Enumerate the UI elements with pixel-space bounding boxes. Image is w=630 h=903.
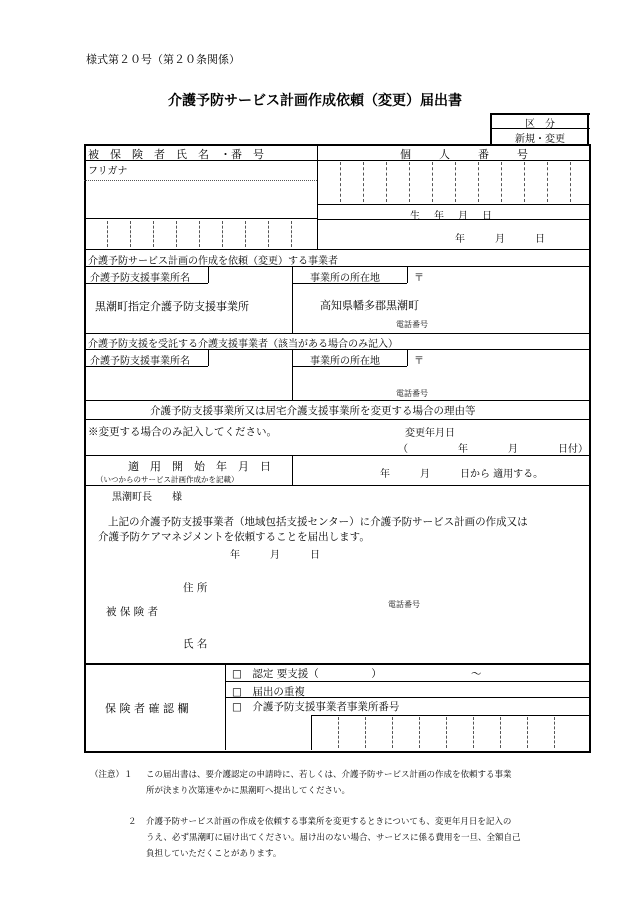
addressee: 黒潮町長 様 — [112, 492, 182, 503]
section1-office-addr-value: 高知県幡多郡黒潮町 — [320, 299, 419, 312]
change-reason-note: ※変更する場合のみ記入してください。 — [88, 426, 277, 438]
declaration-text-1: 上記の介護予防支援事業者（地域包括支援センター）に介護予防サービス計画の作成又は — [108, 516, 528, 528]
form-number: 様式第２０号（第２０条関係） — [86, 53, 240, 66]
notes-lead: （注意）１ — [90, 770, 133, 780]
insured-name-number-header: 被 保 険 者 氏 名 ・番 号 — [88, 148, 264, 161]
note-2b: うえ、必ず黒潮町に届け出てください。届け出のない場合、サービスに係る費用を一旦、全額自己 — [146, 833, 521, 843]
address-label: 住 所 — [183, 582, 208, 594]
section2-postal: 〒 — [414, 356, 424, 367]
section2-office-name-label: 介護予防支援事業所名 — [90, 356, 190, 367]
kubun-label: 区 分 — [525, 119, 555, 130]
section1-postal: 〒 — [414, 273, 424, 284]
section2-phone-label: 電話番号 — [396, 389, 428, 398]
insurer-check-duplicate[interactable]: □ 届出の重複 — [232, 686, 305, 698]
change-reason-heading: 介護予防支援事業所又は居宅介護支援事業所を変更する場合の理由等 — [150, 405, 476, 417]
note-1a: この届出書は、要介護認定の申請時に、若しくは、介護予防サービス計画の作成を依頼する事業 — [146, 770, 512, 780]
section1-office-addr-label: 事業所の所在地 — [310, 273, 380, 284]
page-title: 介護予防サービス計画作成依頼（変更）届出書 — [168, 93, 462, 109]
birth-date-header: 生 年 月 日 — [410, 211, 494, 222]
declaration-phone-label: 電話番号 — [388, 600, 420, 609]
insurer-label: 保 険 者 確 認 欄 — [105, 702, 189, 715]
section1-phone-label: 電話番号 — [396, 320, 428, 329]
name-label: 氏 名 — [183, 638, 208, 650]
furigana-label: フリガナ — [88, 166, 128, 177]
section2-heading: 介護予防支援を受託する介護支援事業者（該当がある場合のみ記入） — [88, 339, 398, 350]
section1-office-name-value: 黒潮町指定介護予防支援事業所 — [95, 300, 249, 313]
start-date-sublabel: （いつからのサービス計画作成かを記載） — [96, 475, 239, 484]
note-1b: 所が決まり次第速やかに黒潮町へ提出してください。 — [146, 786, 351, 796]
start-date-label: 適 用 開 始 年 月 日 — [128, 460, 271, 473]
note-2-number: ２ — [128, 817, 137, 827]
insured-label: 被 保 険 者 — [106, 606, 159, 618]
note-2a: 介護予防サービス計画の作成を依頼する事業所を変更するときについても、変更年月日を記入の — [146, 817, 512, 827]
declaration-text-2: 介護予防ケアマネジメントを依頼することを届出します。 — [98, 531, 370, 543]
birth-date-value: 年 月 日 — [455, 234, 545, 245]
section2-office-addr-label: 事業所の所在地 — [310, 356, 380, 367]
insurer-check-nintei[interactable]: □ 認定 要支援（ ） ～ — [232, 668, 482, 680]
kubun-value: 新規・変更 — [515, 134, 565, 145]
section1-heading: 介護予防サービス計画の作成を依頼（変更）する事業者 — [88, 256, 338, 267]
declaration-date: 年 月 日 — [230, 550, 320, 561]
section1-office-name-label: 介護予防支援事業所名 — [90, 273, 190, 284]
insurer-check-office-number[interactable]: □ 介護予防支援事業者事業所番号 — [232, 701, 400, 713]
note-2c: 負担していただくことがあります。 — [146, 849, 282, 859]
change-date-label: 変更年月日 — [405, 428, 455, 439]
change-date-value: （ 年 月 日付） — [398, 444, 588, 455]
kojin-bangou-header: 個 人 番 号 — [400, 148, 530, 161]
start-date-value: 年 月 日から 適用する。 — [380, 469, 544, 480]
